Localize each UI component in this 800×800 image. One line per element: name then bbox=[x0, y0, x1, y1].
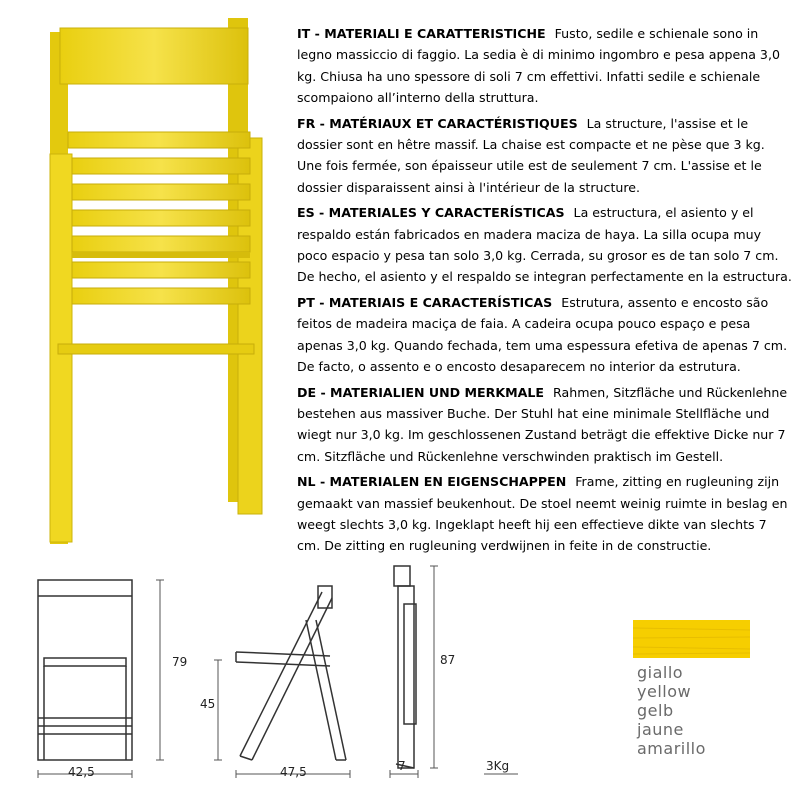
chair-backrest bbox=[60, 28, 248, 84]
description-text bbox=[297, 23, 793, 561]
paragraph-de bbox=[297, 382, 793, 468]
dimension-drawings bbox=[0, 560, 620, 800]
chair-seat-slats bbox=[68, 132, 250, 304]
dimension-folded-thickness: 7 bbox=[398, 759, 406, 773]
color-name-de: gelb bbox=[637, 701, 674, 720]
dimension-weight: 3Kg bbox=[486, 759, 510, 773]
paragraph-body: Fusto, sedile e schienale sono in legno massiccio di faggio. La sedia è di minimo ingombro e pesa appena 3,0 kg. Chiusa ha uno spessore di soli 7 cm effettivi. Infatti sedile e schienale scompaiono all’interno della struttura. bbox=[297, 26, 780, 106]
dimension-lines bbox=[38, 566, 518, 778]
color-name-en: yellow bbox=[637, 682, 692, 701]
paragraph-heading: IT - MATERIALI E CARATTERISTICHE bbox=[297, 26, 546, 41]
paragraph-pt bbox=[297, 292, 793, 378]
paragraph-body: Frame, zitting en rugleuning zijn gemaakt van massief beukenhout. De stoel neemt weinig ruimte in beslag en weegt slechts 3,0 kg. Ingeklapt heeft hij een effectieve dikte van slechts 7 cm. De zitting en rugleuning verdwijnen in feite in de constructie. bbox=[297, 474, 788, 554]
folded-view-drawing bbox=[394, 566, 416, 768]
paragraph-it bbox=[297, 23, 793, 109]
paragraph-heading: NL - MATERIALEN EN EIGENSCHAPPEN bbox=[297, 474, 567, 490]
chair-stretcher bbox=[58, 344, 254, 354]
dimension-front-height: 79 bbox=[172, 655, 188, 669]
color-name-list bbox=[637, 663, 706, 758]
paragraph-heading: DE - MATERIALIEN UND MERKMALE bbox=[297, 384, 545, 400]
color-name-fr: jaune bbox=[637, 720, 684, 739]
dimension-folded-height: 87 bbox=[440, 653, 456, 667]
color-name-es: amarillo bbox=[637, 739, 706, 758]
dimension-side-depth: 47,5 bbox=[280, 765, 307, 779]
chair-photo bbox=[38, 14, 278, 550]
front-view-drawing bbox=[38, 580, 132, 760]
paragraph-body: La structure, l'assise et le dossier sont en hêtre massif. La chaise est compacte et ne pèse que 3 kg. Une fois fermée, son épaisseur utile est de seulement 7 cm. L'assise et le dossier disparaissent ainsi à l'intérieur de la structure. bbox=[297, 115, 765, 195]
paragraph-es bbox=[297, 202, 793, 288]
paragraph-body: Rahmen, Sitzfläche und Rückenlehne bestehen aus massiver Buche. Der Stuhl hat eine minimale Stellfläche und wiegt nur 3,0 kg. Im geschlossenen Zustand beträgt die effektive Dicke nur 7 cm. Sitzfläche und Rückenlehne verschwinden praktisch im Gestell. bbox=[297, 384, 788, 464]
dimension-seat-height: 45 bbox=[200, 697, 216, 711]
color-swatch bbox=[633, 620, 750, 658]
paragraph-fr bbox=[297, 113, 793, 199]
paragraph-body: La estructura, el asiento y el respaldo están fabricados en madera maciza de haya. La silla ocupa muy poco espacio y pesa tan solo 3,0 kg. Cerrada, su grosor es de tan solo 7 cm. De hecho, el asiento y el respaldo se integran perfectamente en la estructura. bbox=[297, 205, 792, 285]
paragraph-body: Estrutura, assento e encosto são feitos de madeira maciça de faia. A cadeira ocupa pouco espaço e pesa apenas 3,0 kg. Quando fechada, tem uma espessura efetiva de apenas 7 cm. De facto, o assento e o encosto desaparecem no interior da estrutura. bbox=[297, 294, 788, 375]
color-name-it: giallo bbox=[637, 663, 684, 682]
paragraph-nl bbox=[297, 471, 793, 557]
paragraph-heading: ES - MATERIALES Y CARACTERÍSTICAS bbox=[297, 205, 565, 221]
paragraph-heading: PT - MATERIAIS E CARACTERÍSTICAS bbox=[297, 294, 553, 310]
side-view-drawing bbox=[236, 586, 346, 760]
paragraph-heading: FR - MATÉRIAUX ET CARACTÉRISTIQUES bbox=[297, 115, 578, 131]
dimension-front-width: 42,5 bbox=[68, 765, 95, 779]
